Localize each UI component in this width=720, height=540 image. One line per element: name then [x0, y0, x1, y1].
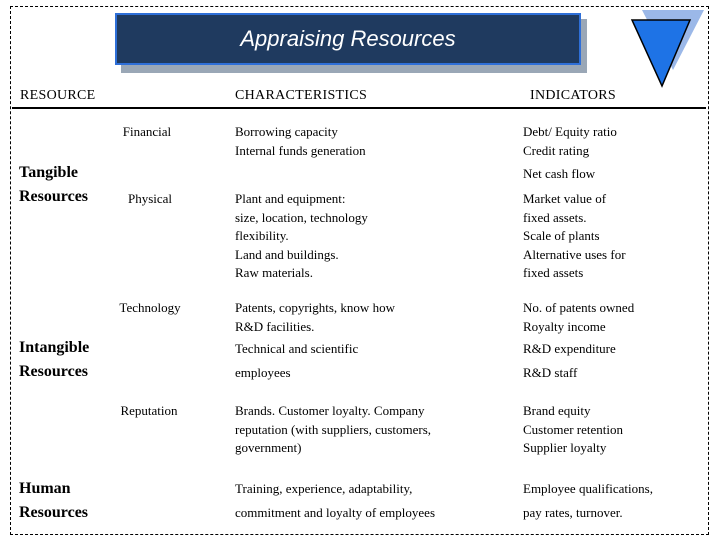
category-human — [19, 477, 88, 525]
text-line: Credit rating — [523, 142, 590, 158]
text-line: Raw materials. — [235, 265, 313, 280]
category-intangible-line2: Resources — [19, 363, 89, 380]
text-line: No. of patents owned — [523, 300, 635, 315]
text-line: Land and buildings. — [235, 246, 339, 262]
row-technology-characteristics — [235, 299, 395, 336]
text-line: fixed assets — [523, 265, 584, 280]
category-human-line1: Human — [19, 480, 71, 497]
text-line: Debt/ Equity ratio — [523, 124, 617, 139]
text-line: government) — [235, 440, 302, 455]
row-human-ind-2: pay rates, turnover. — [523, 505, 623, 520]
category-human-line2: Resources — [19, 504, 89, 521]
text-line: Borrowing capacity — [235, 124, 338, 139]
row-reputation-label: Reputation — [120, 403, 178, 418]
row-human-ind-1: Employee qualifications, — [523, 481, 653, 496]
text-line: Royalty income — [523, 318, 606, 334]
header-rule — [12, 107, 706, 109]
row-technology-char-4: employees — [235, 365, 291, 380]
text-line: Internal funds generation — [235, 142, 366, 158]
text-line: Alternative uses for — [523, 246, 626, 262]
row-physical-indicators — [523, 190, 626, 283]
header-indicators: INDICATORS — [530, 88, 616, 103]
header-characteristics: CHARACTERISTICS — [235, 88, 368, 103]
row-technology-ind-3: R&D expenditure — [523, 341, 616, 356]
header-resource: RESOURCE — [20, 88, 96, 103]
row-reputation-indicators — [523, 402, 623, 458]
text-line: flexibility. — [235, 228, 289, 243]
row-financial-label: Financial — [122, 124, 172, 139]
row-financial-characteristics — [235, 123, 366, 160]
text-line: Scale of plants — [523, 228, 600, 243]
title-box — [115, 13, 581, 65]
row-physical-characteristics — [235, 190, 368, 283]
category-tangible-line2: Resources — [19, 188, 89, 205]
text-line: fixed assets. — [523, 209, 587, 225]
text-line: Brand equity — [523, 403, 591, 418]
row-technology-ind-4: R&D staff — [523, 365, 578, 380]
category-tangible-line1: Tangible — [19, 164, 78, 181]
slide-title: Appraising Resources — [240, 26, 456, 51]
blue-triangle-logo-icon — [628, 6, 708, 90]
row-technology-indicators — [523, 299, 634, 336]
row-financial-indicator-3: Net cash flow — [523, 166, 596, 181]
text-line: size, location, technology — [235, 209, 368, 225]
row-human-char-1: Training, experience, adaptability, — [235, 481, 413, 496]
row-reputation-characteristics — [235, 402, 431, 458]
text-line: R&D facilities. — [235, 318, 315, 334]
text-line: Brands. Customer loyalty. Company — [235, 403, 425, 418]
text-line: reputation (with suppliers, customers, — [235, 421, 432, 437]
row-human-char-2: commitment and loyalty of employees — [235, 505, 436, 520]
category-intangible-line1: Intangible — [19, 339, 90, 356]
row-technology-label: Technology — [119, 300, 181, 315]
text-line: Market value of — [523, 191, 607, 206]
text-line: Supplier loyalty — [523, 440, 607, 455]
text-line: Plant and equipment: — [235, 191, 346, 206]
row-financial-indicators — [523, 123, 617, 160]
category-tangible — [19, 161, 88, 209]
text-line: Patents, copyrights, know how — [235, 300, 395, 315]
row-physical-label: Physical — [127, 191, 173, 206]
text-line: Customer retention — [523, 421, 624, 437]
category-intangible — [19, 336, 89, 384]
row-technology-char-3: Technical and scientific — [235, 341, 359, 356]
